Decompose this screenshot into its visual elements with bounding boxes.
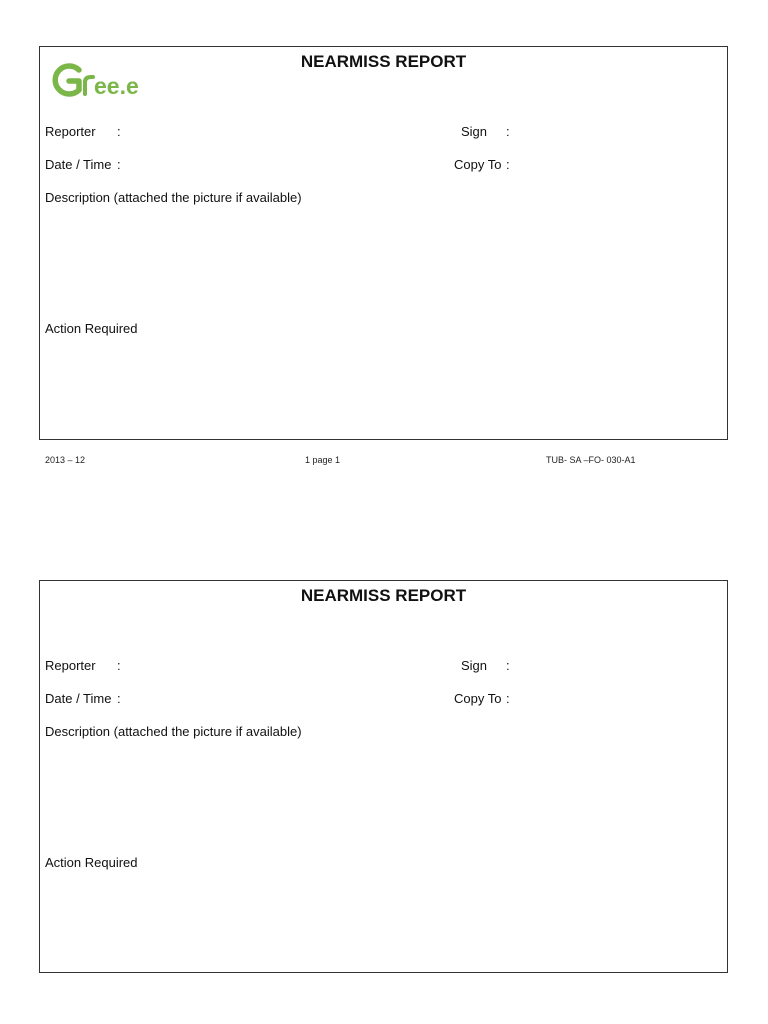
datetime-colon: : — [117, 157, 121, 172]
form-title: NEARMISS REPORT — [300, 586, 467, 605]
sign-label: Sign — [461, 658, 488, 673]
footer-document-code: TUB- SA –FO- 030-A1 — [546, 455, 636, 465]
copyto-colon: : — [506, 691, 510, 706]
sign-label: Sign — [461, 124, 488, 139]
reporter-colon: : — [117, 658, 121, 673]
copyto-colon: : — [506, 157, 510, 172]
datetime-label: Date / Time — [45, 157, 112, 172]
reporter-label: Reporter — [45, 124, 96, 139]
description-label: Description (attached the picture if available) — [45, 724, 302, 739]
reporter-colon: : — [117, 124, 121, 139]
svg-text:ee.e: ee.e — [94, 73, 139, 99]
datetime-colon: : — [117, 691, 121, 706]
footer-page-number: 1 page 1 — [305, 455, 341, 465]
action-required-label: Action Required — [45, 855, 138, 870]
sign-colon: : — [506, 658, 510, 673]
reporter-label: Reporter — [45, 658, 96, 673]
datetime-label: Date / Time — [45, 691, 112, 706]
nearmiss-form-1 — [39, 46, 728, 440]
nearmiss-form-2 — [39, 580, 728, 973]
sign-colon: : — [506, 124, 510, 139]
footer-date: 2013 – 12 — [45, 455, 86, 465]
action-required-label: Action Required — [45, 321, 138, 336]
copyto-label: Copy To — [454, 691, 502, 706]
description-label: Description (attached the picture if available) — [45, 190, 302, 205]
form-title: NEARMISS REPORT — [300, 52, 467, 71]
copyto-label: Copy To — [454, 157, 502, 172]
